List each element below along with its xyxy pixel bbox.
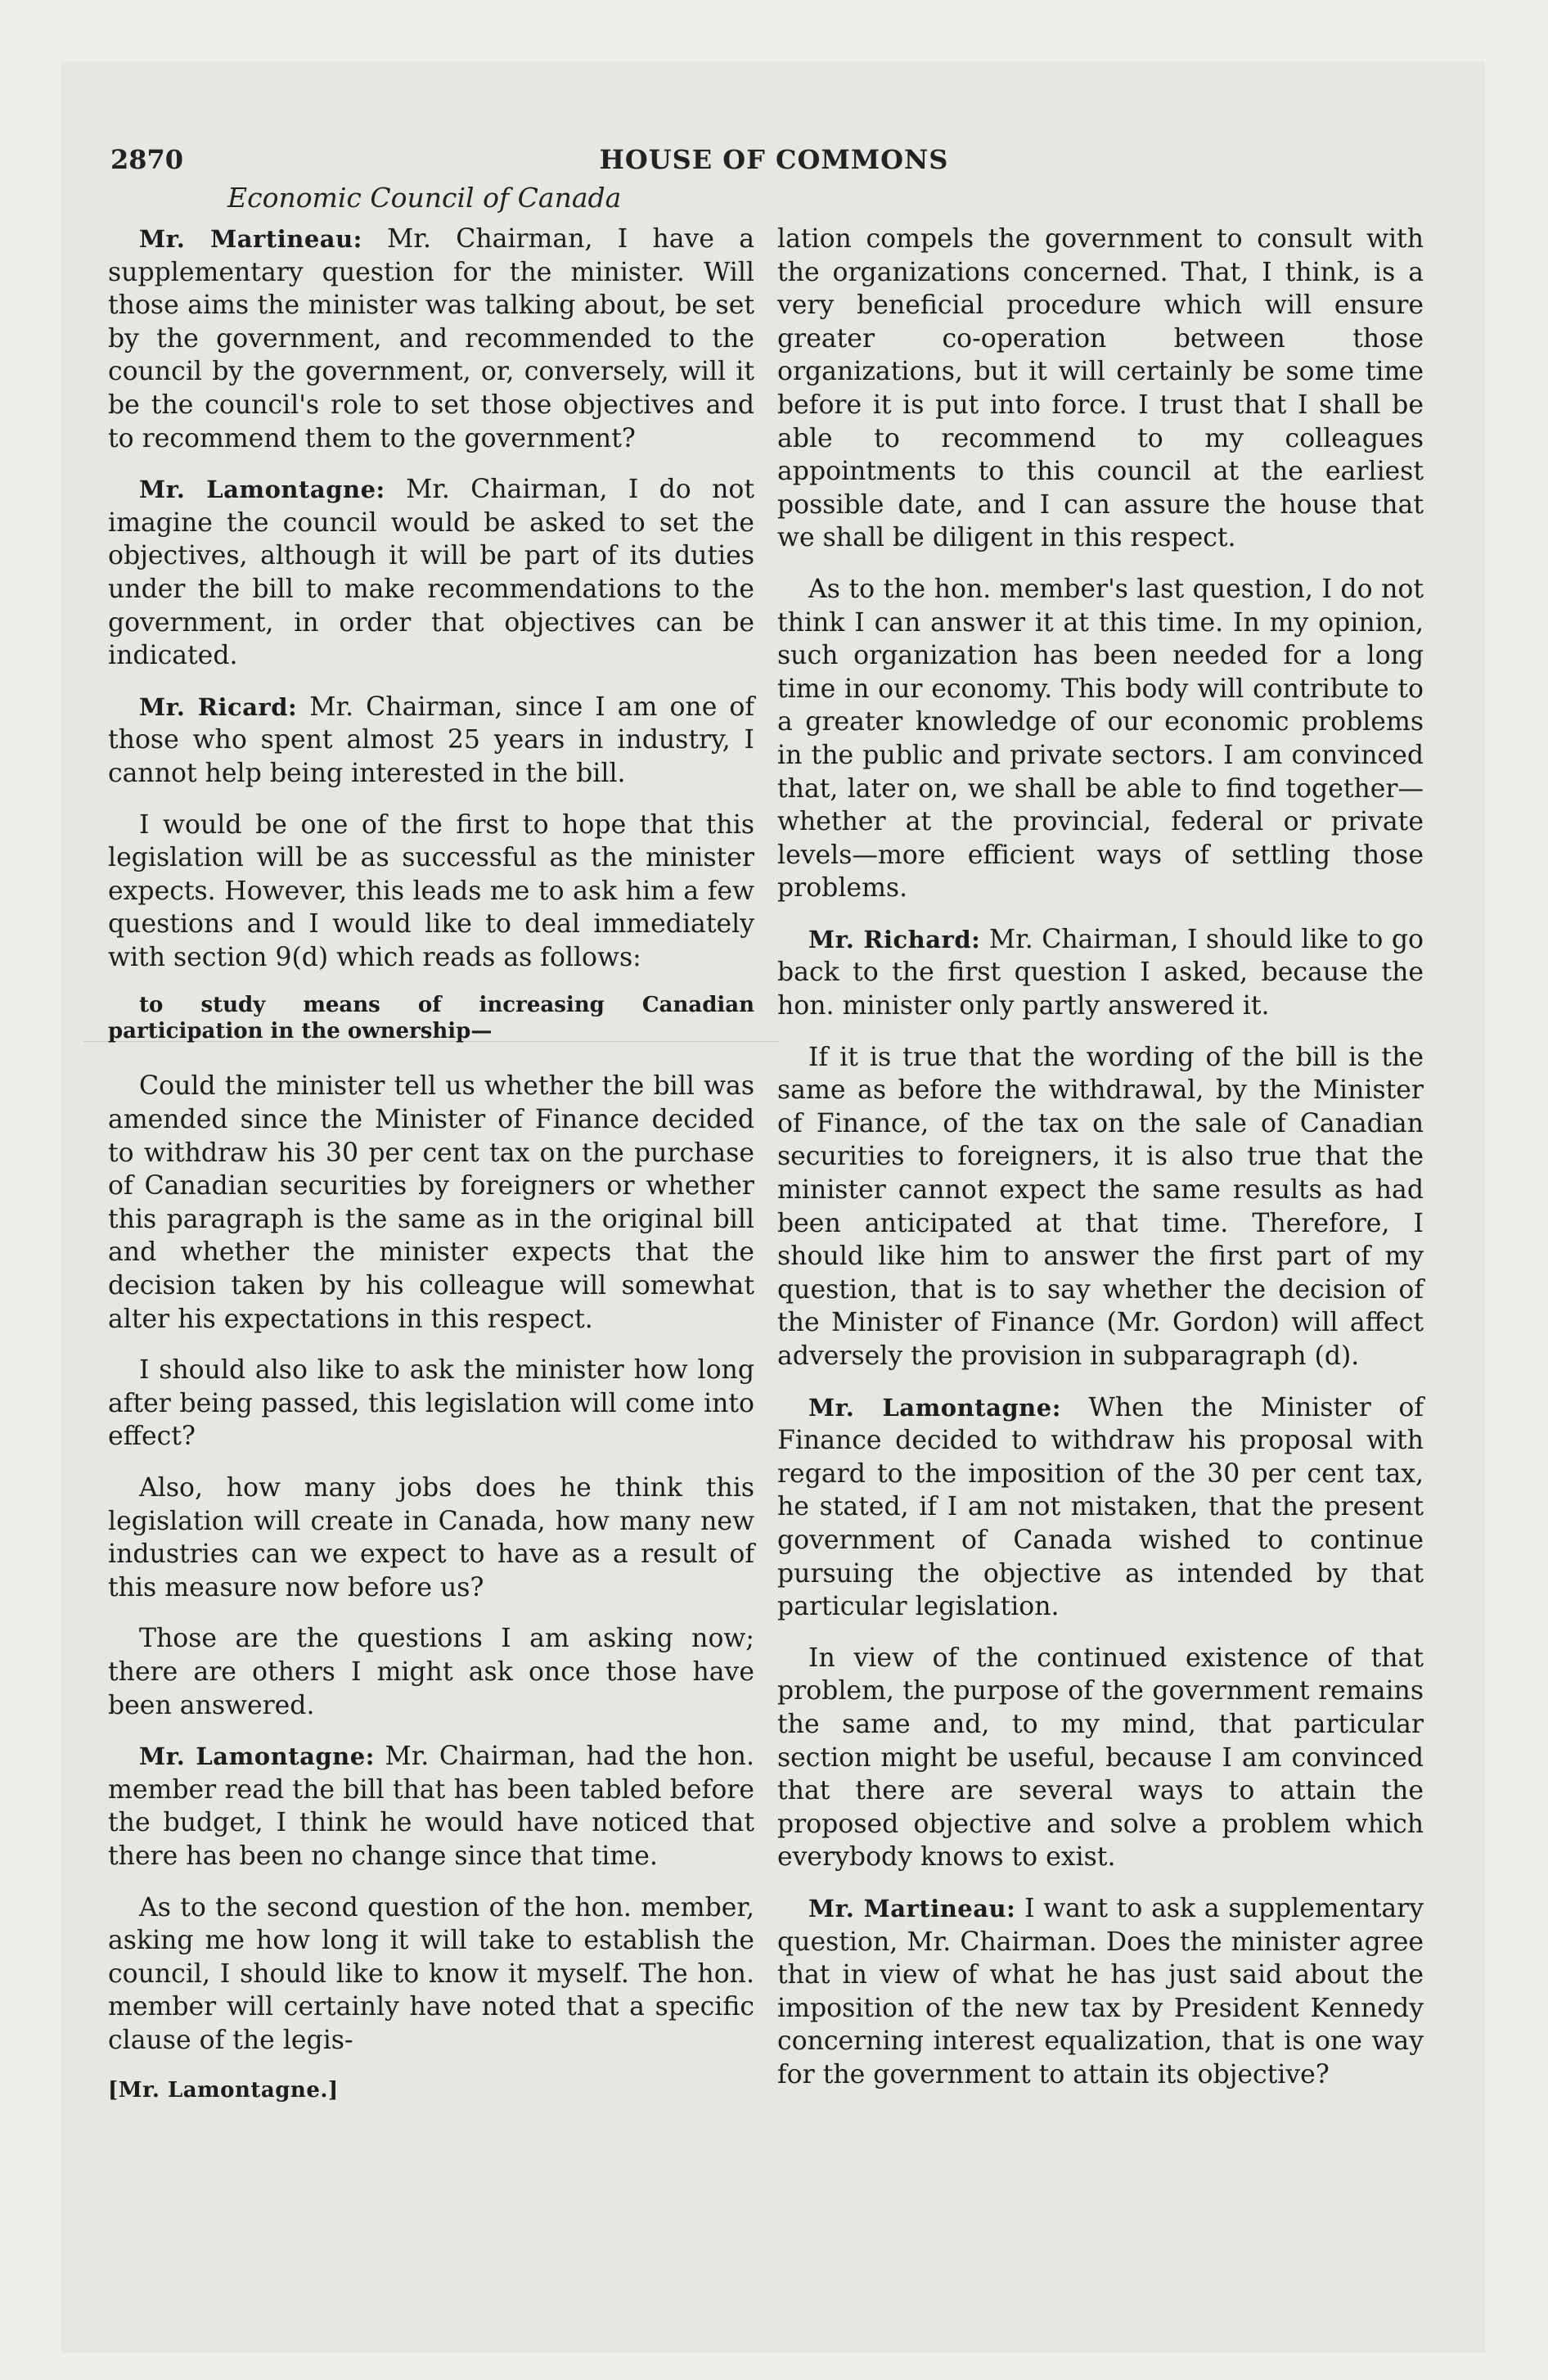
speaker-name: Mr. Richard: (808, 925, 981, 953)
speech-text: Mr. Chairman, I should like to go back to the first question I asked, because the hon. minister only partly answered it. (777, 924, 1424, 1021)
paragraph: I should also like to ask the minister how long after being passed, this legislation will come into effect? (108, 1355, 754, 1452)
paragraph: As to the second question of the hon. member, asking me how long it will take to establish the council, I should like to know it myself. The hon. member will certainly have noted that a specific clause of the legis- (108, 1892, 754, 2055)
speech-text: When the Minister of Finance decided to withdraw his proposal with regard to the imposition of the 30 per cent tax, he stated, if I am not mistaken, that the present government of Canada wished to continue pursuing the objective as intended by that particular legislation. (777, 1392, 1424, 1622)
speaker-name: Mr. Lamontagne: (808, 1393, 1061, 1422)
paragraph: Could the minister tell us whether the bill was amended since the Minister of Finance decided to withdraw his 30 per cent tax on the purchase of Canadian securities by foreigners or whether this paragraph is the same as in the original bill and whether the minister expects that the decision taken by his colleague will somewhat alter his expectations in this respect. (108, 1071, 754, 1334)
speaker-name: Mr. Martineau: (808, 1894, 1016, 1922)
speaker-attribution: [Mr. Lamontagne.] (108, 2077, 339, 2103)
left-column (108, 223, 754, 2107)
paragraph (108, 691, 754, 791)
speech-text: Mr. Chairman, since I am one of those who spent almost 25 years in industry, I cannot help being interested in the bill. (108, 692, 754, 788)
section-title: Economic Council of Canada (227, 182, 622, 214)
paragraph: Also, how many jobs does he think this legislation will create in Canada, how many new industries can we expect to have as a result of this measure now before us? (108, 1473, 754, 1602)
speech-text: Mr. Chairman, had the hon. member read the bill that has been tabled before the budget, I think he would have noticed that there has been no change since that time. (108, 1742, 754, 1871)
paragraph: lation compels the government to consult with the organizations concerned. That, I think, is a very beneficial procedure which will ensure greater co-operation between those organizations, but it will certainly be some time before it is put into force. I trust that I shall be able to recommend to my colleagues appointments to this council at the earliest possible date, and I can assure the house that we shall be diligent in this respect. (777, 224, 1424, 553)
right-column (777, 223, 1424, 2109)
speech-text: I want to ask a supplementary question, Mr. Chairman. Does the minister agree that in view of what he has just said about the imposition of the new tax by President Kennedy concerning interest equalization, that is one way for the government to attain its objective? (777, 1893, 1424, 2089)
running-head: HOUSE OF COMMONS (599, 144, 949, 175)
paragraph (777, 1391, 1424, 1624)
paragraph: If it is true that the wording of the bill is the same as before the withdrawal, by the Minister of Finance, of the tax on the sale of Canadian securities to foreigners, it is also true that the minister cannot expect the same results as had been anticipated at that time. Therefore, I should like him to answer the first part of my question, that is to say whether the decision of the Minister of Finance (Mr. Gordon) will affect adversely the provision in subparagraph (d). (777, 1042, 1424, 1371)
quoted-section: to study means of increasing Canadian participation in the ownership— (108, 993, 754, 1044)
paragraph: In view of the continued existence of that problem, the purpose of the government remains the same and, to my mind, that particular section might be useful, because I am convinced that there are several ways to attain the proposed objective and solve a problem which everybody knows to exist. (777, 1643, 1424, 1873)
speech-text: Mr. Chairman, I do not imagine the council would be asked to set the objectives, although it will be part of its duties under the bill to make recommendations to the government, in order that objectives can be indicated. (108, 475, 754, 671)
paragraph (108, 223, 754, 455)
paragraph: Those are the questions I am asking now; there are others I might ask once those have been answered. (108, 1624, 754, 1720)
paragraph (777, 923, 1424, 1023)
speaker-name: Mr. Lamontagne: (139, 1742, 375, 1771)
speech-text: Mr. Chairman, I have a supplementary question for the minister. Will those aims the minister was talking about, be set by the government, and recommended to the council by the government, or, conversely, will it be the council's role to set those objectives and to recommend them to the government? (108, 224, 754, 453)
paragraph: I would be one of the first to hope that this legislation will be as successful as the minister expects. However, this leads me to ask him a few questions and I would like to deal immediately with section 9(d) which reads as follows: (108, 809, 754, 972)
speaker-name: Mr. Ricard: (139, 692, 298, 721)
paragraph (108, 1740, 754, 1873)
speaker-name: Mr. Lamontagne: (139, 476, 385, 504)
speaker-name: Mr. Martineau: (139, 225, 362, 253)
paragraph (108, 473, 754, 673)
page-number: 2870 (110, 144, 184, 175)
paragraph (777, 1892, 1424, 2092)
paragraph: As to the hon. member's last question, I do not think I can answer it at this time. In my opinion, such organization has been needed for a long time in our economy. This body will contribute to a greater knowledge of our economic problems in the public and private sectors. I am convinced that, later on, we shall be able to find together—whether at the provincial, federal or private levels—more efficient ways of settling those problems. (777, 574, 1424, 904)
